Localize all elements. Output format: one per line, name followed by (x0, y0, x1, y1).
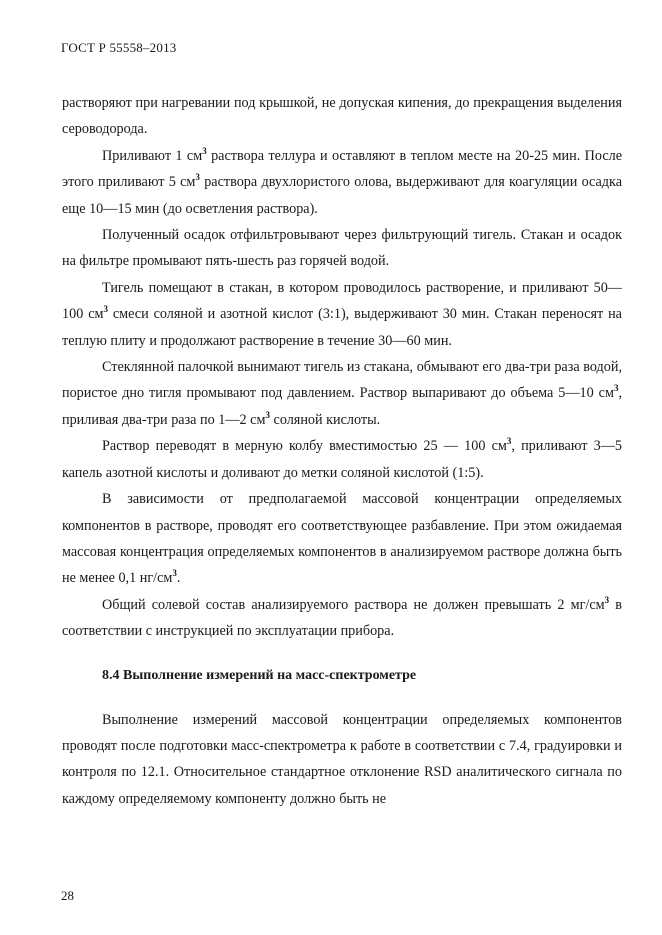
paragraph-final: Выполнение измерений массовой концентрации определяемых компонентов проводят после подготовки масс-спектрометра к работе в соответствии с 7.4, градуировки и контроля по 12.1. Относительное стандартное отклонение RSD аналитического сигнала по каждому определяемому компоненту должно быть не (62, 711, 622, 807)
paragraph-4: Тигель помещают в стакан, в котором проводилось растворение, и приливают 50—100 $см^3$ смеси соляной и азотной кислот (3:1), выдерживают 30 мин. Стакан переносят на теплую плиту и продолжают растворение в течение 30—60 мин. (62, 279, 622, 349)
running-header: ГОСТ Р 55558–2013 (61, 40, 177, 55)
paragraph-5: Стеклянной палочкой вынимают тигель из стакана, обмывают его два-три раза водой, пористое дно тигля промывают под давлением. Раствор выпаривают до объема 5—10 $см^3$, приливая два-три раза по 1—2 $см^3$ соляной кислоты. (62, 359, 622, 428)
page-number: 28 (61, 888, 74, 903)
paragraph-2: Приливают 1 $см^3$ раствора теллура и оставляют в теплом месте на 20-25 мин. После этого приливают 5 $см^3$ раствора двухлористого олова, выдерживают для коагуляции осадка еще 10—15 мин (до осветления раствора). (62, 145, 622, 217)
paragraph-8: Общий солевой состав анализируемого раствора не должен превышать 2 $мг/см^3$ в соответствии с инструкцией по эксплуатации прибора. (62, 594, 622, 640)
document-body (62, 90, 622, 812)
paragraph-1: растворяют при нагревании под крышкой, не допуская кипения, до прекращения выделения сероводорода. (62, 95, 622, 138)
paragraph-6: Раствор переводят в мерную колбу вместимостью 25 — 100 $см^3$, приливают 3—5 капель азотной кислоты и доливают до метки соляной кислотой (1:5). (62, 436, 623, 481)
paragraph-3: Полученный осадок отфильтровывают через фильтрующий тигель. Стакан и осадок на фильтре промывают пять-шесть раз горячей водой. (62, 227, 622, 270)
section-heading: 8.4 Выполнение измерений на масс-спектрометре (102, 667, 417, 683)
paragraph-7: В зависимости от предполагаемой массовой концентрации определяемых компонентов в растворе, проводят его соответствующее разбавление. При этом ожидаемая массовая концентрация определяемых компонентов в анализируемом растворе должна быть не менее 0,1 $нг/см^3$. (62, 491, 622, 587)
